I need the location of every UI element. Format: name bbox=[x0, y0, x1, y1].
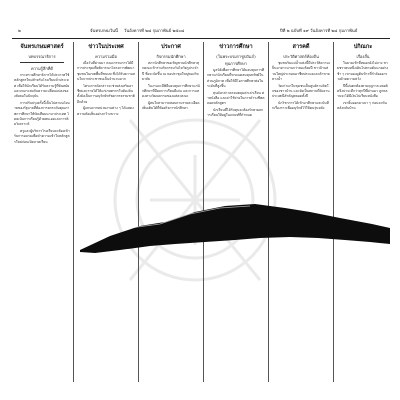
column-rule bbox=[138, 42, 139, 382]
paragraph: มูลนิธิเพื่อการศึกษาได้มอบทุนการศึกษาแก่นักเรียนที่ขาดแคลนทุนทรัพย์ในส่วนภูมิภาค เพื่อให้มีโอกาสศึกษาต่อในระดับที่สูงขึ้น bbox=[207, 68, 265, 89]
paragraph: เขายิ้มออกมาเบา ๆ ก่อนจะหันหลังกลับบ้าน bbox=[337, 100, 387, 111]
divider bbox=[20, 62, 64, 63]
column-rule bbox=[268, 42, 269, 382]
column-rule bbox=[203, 42, 204, 382]
paragraph: สภานักศึกษาขอเชิญชวนนักศึกษาทุกคณะเข้าร่วมกิจกรรมวันไหว้ครูประจำปี ซึ่งจะจัดขึ้น ณ หอประชุมใหญ่ของวิทยาลัย bbox=[142, 61, 200, 82]
column-kicker: ประวัติศาสตร์ท้องถิ่น bbox=[283, 54, 319, 59]
paragraph: ครูและผู้บริหารโรงเรียนจะต้องเข้ารับการอบรมเพื่อทำความเข้าใจหลักสูตรใหม่ก่อนเปิดภาคเรียน bbox=[14, 128, 70, 144]
column-5 bbox=[272, 42, 330, 382]
column-headline: ปกิณกะ bbox=[353, 44, 373, 50]
issue-date-right: ปีที่ ๒ ฉบับที่ ๑๙ วันอังคารที่ ๒๘ กุมภาพันธ์ bbox=[280, 28, 358, 33]
column-headline: จันทรเกษมศาสตร์ bbox=[20, 44, 64, 50]
column-3 bbox=[142, 42, 200, 382]
header-rule bbox=[12, 38, 390, 39]
column-1 bbox=[14, 42, 70, 382]
paragraph: นักวิชาการได้เข้ามาศึกษาและบันทึกเรื่องราวเพื่ออนุรักษ์ไว้ให้คนรุ่นหลัง bbox=[272, 100, 329, 111]
column-subhead: บทบรรณาธิการ bbox=[28, 54, 56, 59]
column-kicker: ความรู้สึกที่ดี bbox=[30, 65, 54, 71]
column-rule bbox=[333, 42, 334, 382]
issue-date: วันอังคารที่ ๒๘ กุมภาพันธ์ ๒๕๐๘ bbox=[124, 28, 185, 33]
column-headline: ประกาศ bbox=[161, 44, 181, 50]
column-6 bbox=[337, 42, 389, 382]
paragraph: ผู้สนใจสามารถสอบถามรายละเอียดเพิ่มเติมได้ที่ห้องกิจการนักศึกษา bbox=[142, 100, 200, 111]
page-number: ๒ bbox=[18, 28, 21, 33]
paragraph: วัดเก่าแก่ในชุมชนเป็นศูนย์รวมจิตใจของชาวบ้าน และยังเป็นสถานที่จัดงานประเพณีสำคัญตลอดทั้งปี bbox=[272, 83, 330, 99]
column-subhead: (ในพระบรมราชูปถัมภ์) bbox=[216, 54, 256, 59]
paragraph: นักเรียนที่ได้รับทุนจะต้องรักษาผลการเรียนให้อยู่ในเกณฑ์ที่กำหนด bbox=[207, 107, 264, 118]
column-headline: ข่าวในประเทศ bbox=[88, 44, 124, 50]
paper-name: จันทรเกษมวันนี้ bbox=[90, 28, 118, 33]
column-kicker: เรื่องสั้น bbox=[356, 54, 370, 59]
paragraph: เมื่อวันที่ผ่านมา คณะกรรมการได้มีการประชุมเพื่อพิจารณาโครงการพัฒนาชุมชนในเขตพื้นที่ชนบท ซึ่งได้รับความสนใจจากประชาชนเป็นจำนวนมาก bbox=[77, 61, 135, 82]
column-kicker: ทุนการศึกษา bbox=[224, 61, 248, 66]
column-kicker: ความร่วมมือ bbox=[95, 54, 117, 59]
paragraph: ชุมชนริมแม่น้ำแห่งนี้มีประวัติความเป็นมายาวนานกว่าสองร้อยปี ชาวบ้านส่วนใหญ่ประกอบอาชีพประมงและค้าขายทางน้ำ bbox=[272, 61, 330, 82]
column-2 bbox=[77, 42, 135, 382]
paragraph: ทุนดังกล่าวครอบคลุมค่าเล่าเรียน ค่าหนังสือ และค่าใช้จ่ายในการดำรงชีพตลอดหลักสูตร bbox=[207, 90, 265, 106]
column-4 bbox=[207, 42, 265, 382]
column-kicker: กิจกรรมนักศึกษา bbox=[156, 54, 186, 59]
column-headline: ข่าวการศึกษา bbox=[219, 44, 253, 50]
paragraph: ในงานจะมีพิธีมอบทุนการศึกษาแก่นักศึกษาที่มีผลการเรียนดีเด่น และการแสดงทางวัฒนธรรมของแต่ละคณะ bbox=[142, 83, 200, 99]
column-rule bbox=[73, 42, 74, 382]
paragraph: การปรับปรุงครั้งนี้เป็นไปตามนโยบายของรัฐบาลที่ต้องการยกระดับคุณภาพการศึกษาให้ทัดเทียมนานาประเทศ โดยเน้นการเรียนรู้ด้วยตนเองและการคิดวิเคราะห์ bbox=[14, 100, 70, 127]
paragraph: ปีนี้ฝนตกต้องตามฤดูกาล ผลผลิตจึงน่าจะดีกว่าทุกปีที่ผ่านมา ลูกหลานจะได้มีเงินไปเรียนหนังสือ bbox=[337, 83, 388, 99]
paragraph: กระทรวงศึกษาธิการได้ประกาศใช้หลักสูตรใหม่สำหรับโรงเรียนทั่วประเทศ เพื่อให้นักเรียนได้รับความรู้ที่ทันสมัยและเหมาะสมกับความเปลี่ยนแปลงของสังคมในปัจจุบัน bbox=[14, 72, 70, 99]
paragraph: โครงการดังกล่าวจะช่วยส่งเสริมอาชีพและรายได้ให้แก่เกษตรกรในท้องถิ่น ทั้งยังเป็นการอนุรักษ์ทรัพยากรธรรมชาติอีกด้วย bbox=[77, 83, 135, 104]
paragraph: ในยามเช้าที่หมอกยังไม่จาง ชายชราคนหนึ่งเดินไปตามคันนาอย่างช้า ๆ เขามองดูต้นข้าวที่กำลังออกรวงด้วยความหวัง bbox=[337, 61, 389, 82]
paragraph: ผู้แทนจากหน่วยงานต่าง ๆ ได้แสดงความคิดเห็นอย่างกว้างขวาง bbox=[77, 106, 134, 116]
column-headline: สารคดี bbox=[292, 44, 310, 50]
